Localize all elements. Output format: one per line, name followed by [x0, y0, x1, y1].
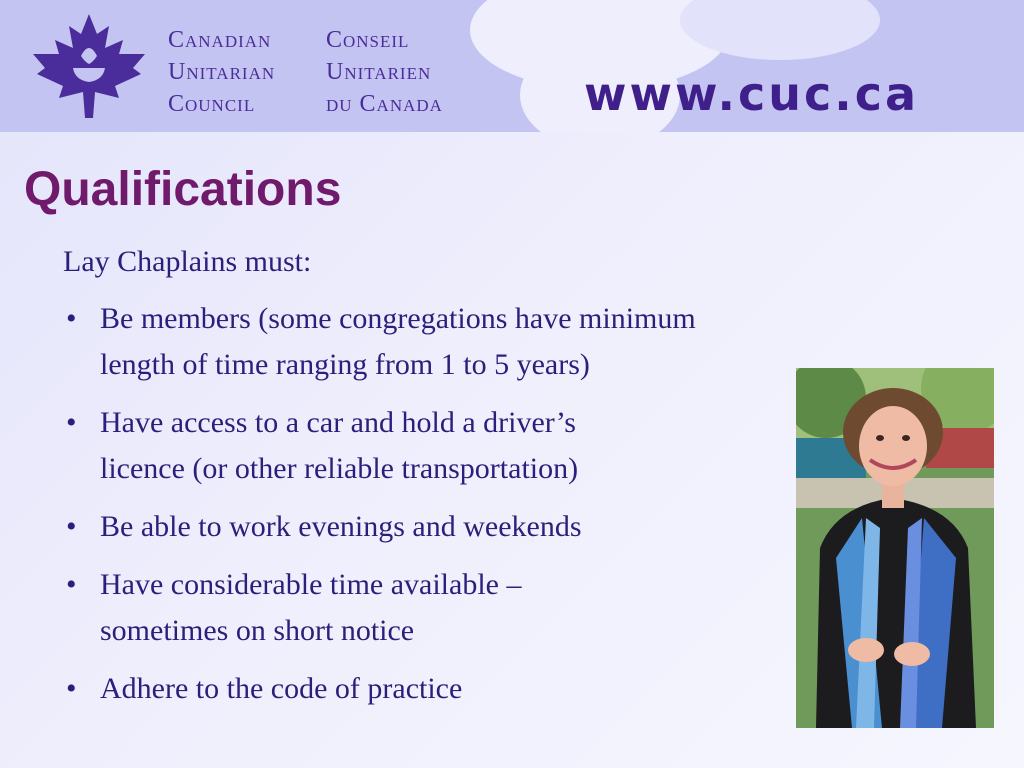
- organization-name-line: Canadian: [168, 27, 272, 53]
- list-item: [64, 562, 924, 654]
- bullet-icon: •: [66, 406, 77, 439]
- list-item-text: Be able to work evenings and weekends: [100, 510, 582, 543]
- intro-text: Lay Chaplains must:: [63, 245, 312, 278]
- maple-leaf-chalice-icon: [28, 12, 150, 120]
- header-banner: [0, 0, 1024, 132]
- qualification-list: [64, 296, 924, 724]
- website-url: www.cuc.ca: [584, 67, 920, 121]
- organization-name-line: Council: [168, 91, 256, 117]
- chaplain-portrait-illustration: [796, 368, 994, 728]
- bullet-icon: •: [66, 672, 77, 705]
- organization-name-line: Unitarian: [168, 59, 276, 85]
- list-item: [64, 666, 924, 712]
- slide-title: Qualifications: [24, 163, 342, 216]
- list-item-text: Have considerable time available – sometimes on short notice: [100, 568, 522, 647]
- organization-name-line: Unitarien: [326, 59, 432, 85]
- organization-name-line: Conseil: [326, 27, 410, 53]
- organization-name-french: [326, 24, 443, 120]
- bullet-icon: •: [66, 568, 77, 601]
- list-item: [64, 296, 924, 388]
- chaplain-photo: [796, 368, 994, 728]
- list-item: [64, 400, 924, 492]
- bullet-icon: •: [66, 302, 77, 335]
- organization-name-line: du Canada: [326, 91, 443, 117]
- bullet-icon: •: [66, 510, 77, 543]
- organization-name-english: [168, 24, 275, 120]
- list-item: [64, 504, 924, 550]
- list-item-text: Have access to a car and hold a driver’s licence (or other reliable transportation): [100, 406, 579, 485]
- list-item-text: Adhere to the code of practice: [100, 672, 463, 705]
- list-item-text: Be members (some congregations have minimum length of time ranging from 1 to 5 years): [100, 302, 696, 381]
